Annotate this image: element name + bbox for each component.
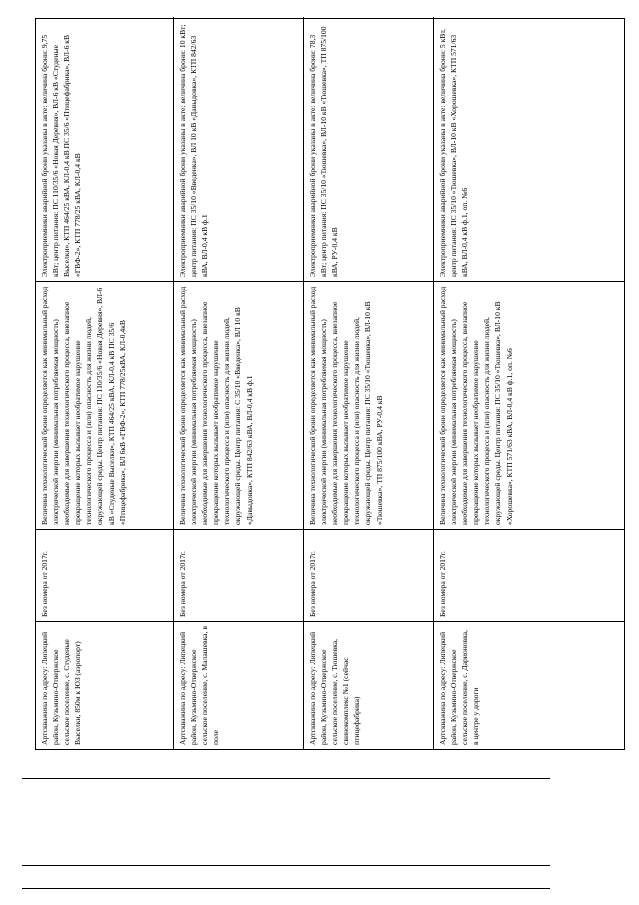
table-cell-reserve: Электроприемники аварийной брони указаны в акте: величина брони: 10 кВт; центр питания: ПС 35/10 «Введенка», ВЛ 10 кВ «Давыдовка», КТП 842/63 кВА, ВЛ-0,4 кВ ф.1 xyxy=(174,17,304,281)
emergency-reserve-table xyxy=(35,18,625,750)
table-cell-reserve: Электроприемники аварийной брони указаны в акте: величина брони: 78,3 кВт; центр питания: ПС 35/10 «Тюшевка», ВЛ-10 кВ «Тюшевка», ТП 875/100 кВА, РУ-0,4 кВ xyxy=(304,17,434,281)
table-cell-date: Без номера от 2017г. xyxy=(174,529,304,621)
table-cell-date: Без номера от 2017г. xyxy=(36,529,174,621)
table-cell-justification: Величина технологической брони определяется как минимальный расход электрической энергии (минимальная потребляемая мощность) необходимые для завершения технологического процесса, внезапное прекращение которых вызывает необратимое нарушение технологического процесса и (или) опасность для жизни людей, окружающей среды. Центр питания: ПС 35/10 «Тюшевка», ВЛ-10 кВ «Тюшевка», ТП 875/100 кВА, РУ-0,4 кВ xyxy=(304,281,434,529)
table-cell-location: Артскважина по адресу: Липецкий район, Кузьмино-Отвержское сельское поселение, с. Тюшевка, свинокомплекс №1 (сейчас птицефабрика) xyxy=(304,621,434,749)
table-cell-justification: Величина технологической брони определяется как минимальный расход электрической энергии (минимальная потребляемая мощность) необходимые для завершения технологического процесса, внезапное прекращение которых вызывает необратимое нарушение технологического процесса и (или) опасность для жизни людей, окружающей среды. Центр питания: ПС 35/10 «Тюшевка», ВЛ-10 кВ «Хорошевка», КТП 571/63 кВА, ВЛ-0,4 кВ ф.1, оп. №6 xyxy=(434,281,624,529)
table-cell-location: Артскважина по адресу: Липецкий район, Кузьмино-Отвержское сельское поселение, с. Малашевка, в поле xyxy=(174,621,304,749)
table-cell-reserve: Электроприемники аварийной брони указаны в акте: величина брони: 9,75 кВт; центр питания: ПС 110/35/6 «Новая Деревня», ВЛ-6 кВ «Студеные Выселки», КТП 464/25 кВА, КЛ-0,4 кВ ПС 35/6 «Птицефабрика», ВЛ-6 кВ «ГВФ-2», КТП 778/25 кВА, КЛ-0,4 кВ xyxy=(36,17,174,281)
table-cell-justification: Величина технологической брони определяется как минимальный расход электрической энергии (минимальная потребляемая мощность) необходимые для завершения технологического процесса, внезапное прекращение которых вызывает необратимое нарушение технологического процесса и (или) опасность для жизни людей, окружающей среды. Центр питания: С 35/10 «Введенка», ВЛ 10 кВ «Давыдовка», КТП 842/63 кВА, ВЛ-0,4 кВ ф.1 xyxy=(174,281,304,529)
divider-line xyxy=(22,888,550,889)
divider-line xyxy=(22,865,550,866)
table-cell-date: Без номера от 2017г. xyxy=(434,529,624,621)
divider-line xyxy=(22,778,550,779)
rotated-table-container xyxy=(35,18,625,750)
table-cell-date: Без номера от 2017г. xyxy=(304,529,434,621)
table-cell-reserve: Электроприемники аварийной брони указаны в акте: величина брони: 5 кВт, центр питания: ПС 35/10 «Тюшевка», ВЛ-10 кВ «Хорошевка», КТП 571/63 кВА, ВЛ-0,4 кВ ф.1, оп. №6 xyxy=(438,29,470,277)
table-cell-location: Артскважина по адресу: Липецкий район, Кузьмино-Отвержское сельское поселение, с. Студеные Выселки, 850м к ЮЗ (аэропорт) xyxy=(36,621,174,749)
table-cell-location: Артскважина по адресу: Липецкий район, Кузьмино-Отвержское сельское поселение, с. Дарионовка, в центре у дороги xyxy=(434,621,624,749)
table-cell-justification: Величина технологической брони определяется как минимальный расход электрической энергии (минимальная потребляемая мощность) необходимые для завершения технологического процесса, внезапное прекращение которых вызывает необратимое нарушение технологического процесса и (или) опасность для жизни людей, окружающей среды. Центр питания: ПС 110/35/6 «Новая Деревня», ВЛ-6 кВ «Студеные Выселки», КТП 464/25 кВА, КЛ-0,4 кВ ПС 35/6 «Птицефабрика», ВЛ 6кВ «ГВФ-2», КТП 778/25кВА, КЛ-0,4кВ xyxy=(36,281,174,529)
